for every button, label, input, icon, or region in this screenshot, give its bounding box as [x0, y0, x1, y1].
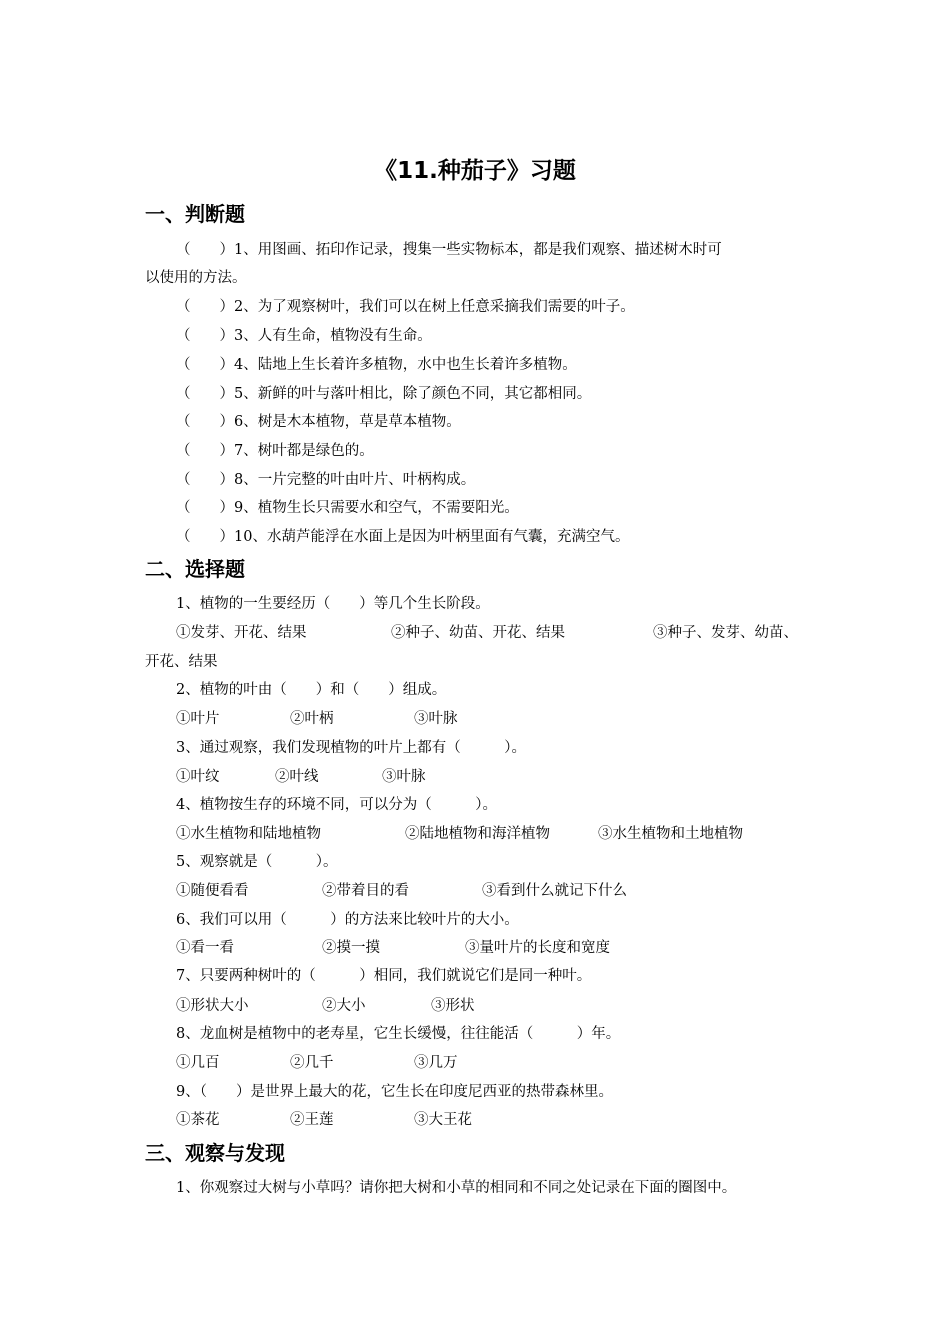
judgment-item-10: （ ）10、水葫芦能浮在水面上是因为叶柄里面有气囊，充满空气。	[176, 529, 630, 545]
judgment-item-7: （ ）7、树叶都是绿色的。	[176, 443, 374, 459]
choice-question-2: 2、植物的叶由（ ）和（ ）组成。	[176, 682, 447, 698]
page-title: 《11.种茄子》习题	[374, 158, 576, 184]
choice-7-option-2: ②大小	[322, 998, 366, 1014]
choice-8-option-1: ①几百	[176, 1055, 220, 1071]
choice-8-option-3: ③几万	[414, 1055, 458, 1071]
judgment-item-1-cont: 以使用的方法。	[145, 270, 247, 286]
choice-6-option-3: ③量叶片的长度和宽度	[465, 940, 610, 956]
choice-question-4: 4、植物按生存的环境不同，可以分为（ ）。	[176, 797, 497, 813]
choice-9-option-1: ①茶花	[176, 1112, 220, 1128]
choice-5-option-1: ①随便看看	[176, 883, 249, 899]
judgment-item-1: （ ）1、用图画、拓印作记录，搜集一些实物标本，都是我们观察、描述树木时可	[176, 242, 722, 258]
choice-question-7: 7、只要两种树叶的（ ）相同，我们就说它们是同一种叶。	[176, 968, 592, 984]
choice-question-1: 1、植物的一生要经历（ ）等几个生长阶段。	[176, 596, 490, 612]
judgment-item-4: （ ）4、陆地上生长着许多植物，水中也生长着许多植物。	[176, 357, 577, 373]
choice-5-option-3: ③看到什么就记下什么	[482, 883, 627, 899]
choice-question-3: 3、通过观察，我们发现植物的叶片上都有（ ）。	[176, 740, 526, 756]
choice-2-option-1: ①叶片	[176, 711, 220, 727]
section-heading-choice: 二、选择题	[145, 557, 245, 581]
judgment-item-6: （ ）6、树是木本植物，草是草本植物。	[176, 414, 461, 430]
choice-question-9: 9、（ ）是世界上最大的花，它生长在印度尼西亚的热带森林里。	[176, 1084, 613, 1100]
section-heading-judgment: 一、判断题	[145, 202, 245, 226]
choice-3-option-2: ②叶线	[275, 769, 319, 785]
choice-6-option-1: ①看一看	[176, 940, 234, 956]
choice-9-option-3: ③大王花	[414, 1112, 472, 1128]
choice-6-option-2: ②摸一摸	[322, 940, 380, 956]
choice-1-option-3-cont: 开花、结果	[145, 654, 218, 670]
section-heading-observation: 三、观察与发现	[145, 1141, 285, 1165]
choice-2-option-2: ②叶柄	[290, 711, 334, 727]
choice-question-8: 8、龙血树是植物中的老寿星，它生长缓慢，往往能活（ ）年。	[176, 1026, 621, 1042]
choice-1-option-1: ①发芽、开花、结果	[176, 625, 307, 641]
observation-question-1: 1、你观察过大树与小草吗？请你把大树和小草的相同和不同之处记录在下面的圈图中。	[176, 1180, 737, 1196]
choice-4-option-1: ①水生植物和陆地植物	[176, 826, 321, 842]
judgment-item-9: （ ）9、植物生长只需要水和空气，不需要阳光。	[176, 500, 519, 516]
choice-7-option-3: ③形状	[431, 998, 475, 1014]
choice-4-option-2: ②陆地植物和海洋植物	[405, 826, 550, 842]
choice-1-option-3: ③种子、发芽、幼苗、	[653, 625, 798, 641]
choice-9-option-2: ②王莲	[290, 1112, 334, 1128]
choice-question-5: 5、观察就是（ ）。	[176, 854, 338, 870]
choice-2-option-3: ③叶脉	[414, 711, 458, 727]
judgment-item-3: （ ）3、人有生命，植物没有生命。	[176, 328, 432, 344]
choice-7-option-1: ①形状大小	[176, 998, 249, 1014]
choice-8-option-2: ②几千	[290, 1055, 334, 1071]
choice-5-option-2: ②带着目的看	[322, 883, 409, 899]
choice-3-option-1: ①叶纹	[176, 769, 220, 785]
choice-3-option-3: ③叶脉	[382, 769, 426, 785]
judgment-item-5: （ ）5、新鲜的叶与落叶相比，除了颜色不同，其它都相同。	[176, 386, 592, 402]
choice-4-option-3: ③水生植物和土地植物	[598, 826, 743, 842]
judgment-item-2: （ ）2、为了观察树叶，我们可以在树上任意采摘我们需要的叶子。	[176, 299, 635, 315]
choice-1-option-2: ②种子、幼苗、开花、结果	[391, 625, 565, 641]
judgment-item-8: （ ）8、一片完整的叶由叶片、叶柄构成。	[176, 472, 476, 488]
choice-question-6: 6、我们可以用（ ）的方法来比较叶片的大小。	[176, 912, 519, 928]
